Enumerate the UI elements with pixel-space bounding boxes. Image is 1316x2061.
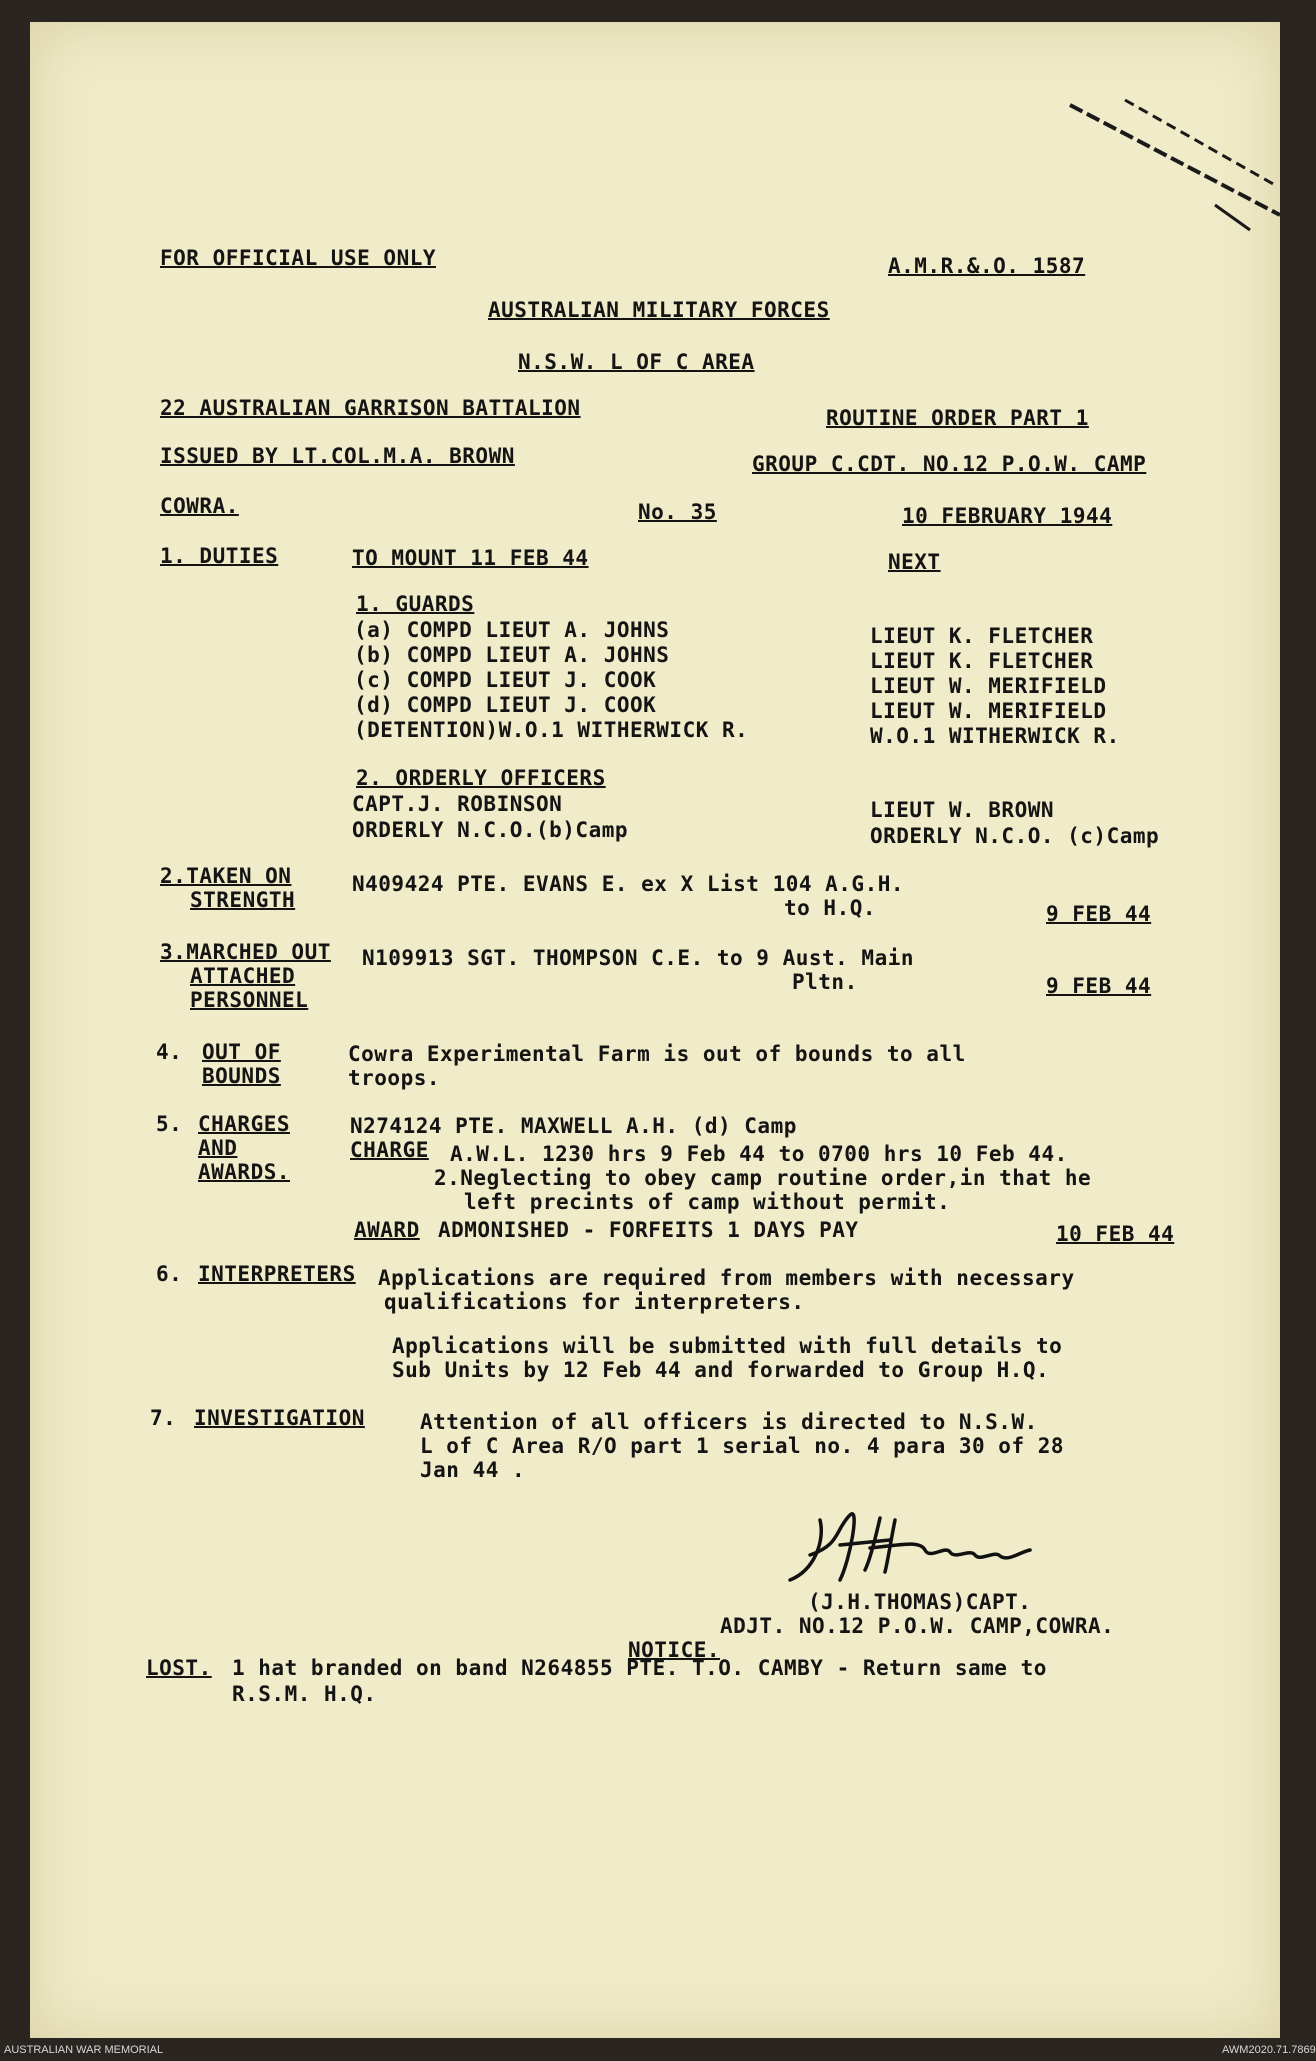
item6-line3: Applications will be submitted with full details to [392, 1334, 1063, 1358]
guards-heading: 1. GUARDS [356, 592, 475, 616]
place: COWRA. [160, 494, 239, 518]
official-use-heading: FOR OFFICIAL USE ONLY [160, 246, 437, 270]
order-date: 10 FEBRUARY 1944 [902, 504, 1113, 528]
item7-heading: INVESTIGATION [194, 1406, 365, 1430]
notice-text-2: R.S.M. H.Q. [232, 1682, 377, 1706]
item5-heading-2: AND [198, 1136, 238, 1160]
orderly-current-officer: CAPT.J. ROBINSON [352, 792, 563, 816]
item5-line2: A.W.L. 1230 hrs 9 Feb 44 to 0700 hrs 10 Feb 44. [450, 1142, 1068, 1166]
routine-order-heading: ROUTINE ORDER PART 1 [826, 406, 1089, 430]
item5-line1: N274124 PTE. MAXWELL A.H. (d) Camp [350, 1114, 797, 1138]
notice-text: 1 hat branded on band N264855 PTE. T.O. CAMBY - Return same to [232, 1656, 1047, 1680]
orderly-current-nco: ORDERLY N.C.O.(b)Camp [352, 818, 629, 842]
item3-label-3: PERSONNEL [190, 988, 309, 1012]
notice-heading: NOTICE. [628, 1638, 721, 1662]
item5-line3: 2.Neglecting to obey camp routine order,in that he [434, 1166, 1092, 1190]
item5-heading: CHARGES [198, 1112, 291, 1136]
item5-heading-3: AWARDS. [198, 1160, 291, 1184]
item4-number: 4. [156, 1040, 183, 1064]
orderly-next-officer: LIEUT W. BROWN [870, 798, 1055, 822]
footer-right: AWM2020.71.7869 [1222, 2044, 1316, 2056]
item7-line2: L of C Area R/O part 1 serial no. 4 para 30 of 28 [420, 1434, 1065, 1458]
item3-text-2: Pltn. [792, 970, 858, 994]
item4-text-2: troops. [348, 1066, 441, 1090]
item2-label-2: STRENGTH [190, 888, 296, 912]
duties-label: 1. DUTIES [160, 544, 279, 568]
item3-text: N109913 SGT. THOMPSON C.E. to 9 Aust. Main [362, 946, 915, 970]
issued-by: ISSUED BY LT.COL.M.A. BROWN [160, 444, 515, 468]
document-reference: A.M.R.&.O. 1587 [888, 254, 1086, 278]
next-heading: NEXT [888, 550, 941, 574]
signatory-title: ADJT. NO.12 P.O.W. CAMP,COWRA. [720, 1614, 1115, 1638]
item5-number: 5. [156, 1112, 183, 1136]
item5-line5: ADMONISHED - FORFEITS 1 DAYS PAY [438, 1218, 859, 1242]
item6-line2: qualifications for interpreters. [384, 1290, 805, 1314]
to-mount-heading: TO MOUNT 11 FEB 44 [352, 546, 589, 570]
orderly-next-nco: ORDERLY N.C.O. (c)Camp [870, 824, 1160, 848]
area-heading: N.S.W. L OF C AREA [518, 350, 755, 374]
guard-current-d: (d) COMPD LIEUT J. COOK [354, 693, 657, 717]
battalion-heading: 22 AUSTRALIAN GARRISON BATTALION [160, 396, 581, 420]
handwritten-signature [780, 1500, 1050, 1590]
item6-line4: Sub Units by 12 Feb 44 and forwarded to Group H.Q. [392, 1358, 1050, 1382]
item6-line1: Applications are required from members with necessary [378, 1266, 1075, 1290]
guard-next-d: LIEUT W. MERIFIELD [870, 699, 1107, 723]
item6-number: 6. [156, 1262, 183, 1286]
guard-current-c: (c) COMPD LIEUT J. COOK [354, 668, 657, 692]
item4-heading-2: BOUNDS [202, 1064, 281, 1088]
document-page [30, 22, 1280, 2038]
item4-heading: OUT OF [202, 1040, 281, 1064]
footer-left: AUSTRALIAN WAR MEMORIAL [4, 2044, 164, 2056]
signatory-name: (J.H.THOMAS)CAPT. [808, 1590, 1032, 1614]
guard-current-b: (b) COMPD LIEUT A. JOHNS [354, 643, 670, 667]
item4-text: Cowra Experimental Farm is out of bounds to all [348, 1042, 966, 1066]
item7-line1: Attention of all officers is directed to N.S.W. [420, 1410, 1038, 1434]
guard-current-detention: (DETENTION)W.O.1 WITHERWICK R. [354, 718, 749, 742]
item3-label-2: ATTACHED [190, 964, 296, 988]
item7-line3: Jan 44 . [420, 1458, 526, 1482]
guard-next-a: LIEUT K. FLETCHER [870, 624, 1094, 648]
item6-heading: INTERPRETERS [198, 1262, 356, 1286]
item7-number: 7. [150, 1406, 177, 1430]
item5-charge-label: CHARGE [350, 1138, 429, 1162]
item5-line4: left precints of camp without permit. [464, 1190, 951, 1214]
item5-award-label: AWARD [354, 1218, 420, 1242]
item3-label: 3.MARCHED OUT [160, 940, 331, 964]
orderly-officers-heading: 2. ORDERLY OFFICERS [356, 766, 606, 790]
item2-text: N409424 PTE. EVANS E. ex X List 104 A.G.H. [352, 872, 905, 896]
ink-mark-lines [1050, 90, 1290, 240]
guard-next-c: LIEUT W. MERIFIELD [870, 674, 1107, 698]
guard-next-detention: W.O.1 WITHERWICK R. [870, 724, 1120, 748]
item2-date: 9 FEB 44 [1046, 902, 1152, 926]
item2-label: 2.TAKEN ON [160, 864, 292, 888]
item5-date: 10 FEB 44 [1056, 1222, 1175, 1246]
group-heading: GROUP C.CDT. NO.12 P.O.W. CAMP [752, 452, 1147, 476]
guard-next-b: LIEUT K. FLETCHER [870, 649, 1094, 673]
guard-current-a: (a) COMPD LIEUT A. JOHNS [354, 618, 670, 642]
item2-text-2: to H.Q. [784, 896, 877, 920]
notice-label: LOST. [146, 1656, 212, 1680]
order-number: No. 35 [638, 500, 717, 524]
item3-date: 9 FEB 44 [1046, 974, 1152, 998]
forces-heading: AUSTRALIAN MILITARY FORCES [488, 298, 830, 322]
